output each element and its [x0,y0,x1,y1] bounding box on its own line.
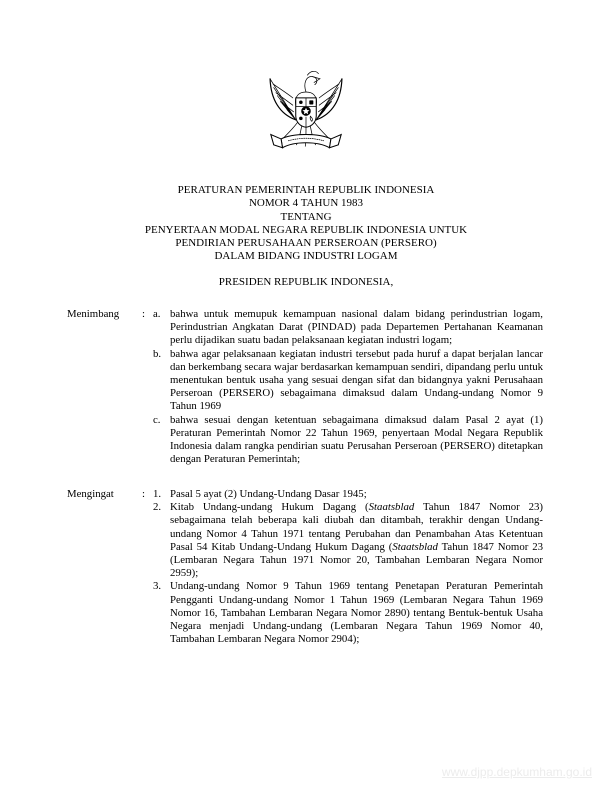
garuda-pancasila-emblem [0,64,612,164]
title-line: PERATURAN PEMERINTAH REPUBLIK INDONESIA [177,184,435,196]
title-line: DALAM BIDANG INDUSTRI LOGAM [214,250,398,263]
watermark-url: www.djpp.depkumham.go.id [441,765,592,779]
item-marker: 3. [153,580,162,593]
item-marker: 2. [153,501,162,514]
title-line: TENTANG [280,210,332,223]
item-text: bahwa sesuai dengan ketentuan sebagaimana dimaksud dalam Pasal 2 ayat (1) Peraturan Pemerintah Nomor 22 Tahun 1969, penyertaan Modal Negara Republik Indonesia dalam rangka pendirian suatu Perusahan Perseroan (PERSERO) ditetapkan dengan Peraturan Pemerintah; [170,413,543,466]
list-item [153,580,543,646]
section-colon: : [142,488,145,500]
garuda-pancasila-icon [262,64,350,164]
title-line: PENYERTAAN MODAL NEGARA REPUBLIK INDONESIA UNTUK [144,223,468,236]
item-text: bahwa untuk memupuk kemampuan nasional dalam bidang perindustrian logam, Perindustrian Angkatan Darat (PINDAD) pada Departemen Pertahanan Keamanan perlu dijadikan suatu badan pelaksanaan kegiatan industri logam; [170,308,543,347]
list-item [153,308,543,348]
menimbang-section [67,308,543,466]
mengingat-items [153,488,543,646]
title-line: PENDIRIAN PERUSAHAAN PERSEROAN (PERSERO) [175,237,437,250]
item-marker: b. [153,347,162,360]
menimbang-items [153,308,543,466]
section-colon: : [142,308,145,320]
list-item [153,414,543,467]
section-label: Mengingat [67,488,114,500]
item-text: Pasal 5 ayat (2) Undang-Undang Dasar 1945; [170,488,367,500]
document-title [0,184,612,264]
item-text: Kitab Undang-undang Hukum Dagang (Staatsblad Tahun 1847 Nomor 23) sebagaimana telah beberapa kali diubah dan ditambah, terakhir dengan Undang-undang Nomor 4 Tahun 1971 tentang Perubahan dan Penambahan Atas Ketentuan Pasal 54 Kitab Undang-Undang Hukum Dagang (Staatsblad Tahun 1847 Nomor 23 (Lembaran Negara Tahun 1971 Nomor 20, Tambahan Lembaran Negara Nomor 2959); [170,501,543,580]
section-label: Menimbang [67,308,120,320]
title-line: NOMOR 4 TAHUN 1983 [248,197,364,210]
item-text: Undang-undang Nomor 9 Tahun 1969 tentang Penetapan Peraturan Pemerintah Pengganti Undang-undang Nomor 1 Tahun 1969 (Lembaran Negara Tahun 1969 Nomor 16, Tambahan Lembaran Negara Nomor 2890) tentang Bentuk-bentuk Usaha Negara menjadi Undang-undang (Lembaran Negara Tahun 1969 Nomor 40, Tambahan Lembaran Negara Nomor 2904); [170,580,543,646]
item-marker: 1. [153,488,162,500]
item-marker: c. [153,413,161,426]
list-item [153,348,543,414]
item-text: bahwa agar pelaksanaan kegiatan industri tersebut pada huruf a dapat berjalan lancar dan berkembang secara wajar berdasarkan kemampuan sendiri, dipandang perlu untuk menentukan bentuk usaha yang sesuai dengan sifat dan bidangnya yakni Perusahaan Perseroan (PERSERO) sebagaimana dimaksud dalam Undang-undang Nomor 9 Tahun 1969 [170,347,543,413]
item-marker: a. [153,308,161,320]
salutation: PRESIDEN REPUBLIK INDONESIA, [218,276,394,288]
list-item [153,501,543,580]
mengingat-section [67,488,543,646]
list-item [153,488,543,501]
